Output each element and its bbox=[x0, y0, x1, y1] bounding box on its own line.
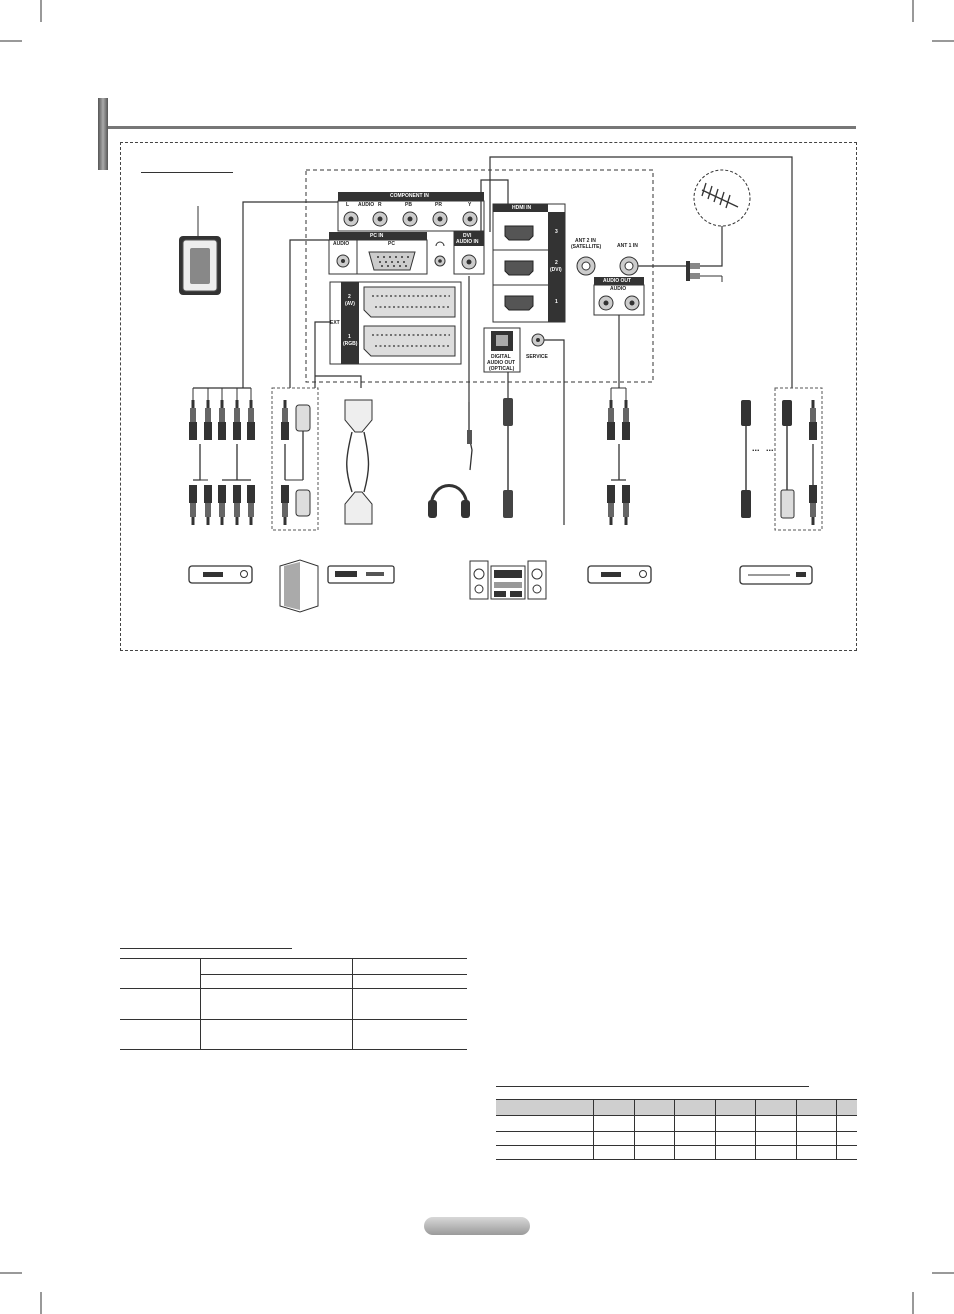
table-right-caption-line bbox=[496, 1086, 809, 1087]
device-pc-tower bbox=[280, 560, 318, 612]
optical-cable bbox=[503, 398, 513, 518]
label-component-l: L bbox=[346, 202, 350, 208]
label-hdmi-2: 2 bbox=[555, 260, 558, 266]
hdmi-cables bbox=[741, 388, 822, 530]
headphones bbox=[428, 402, 472, 518]
component-cables bbox=[189, 388, 255, 525]
label-ext-1: 1 bbox=[348, 334, 351, 340]
table-left-caption-line bbox=[120, 948, 292, 949]
page-number-pill bbox=[424, 1217, 530, 1235]
table-left bbox=[120, 958, 467, 1050]
pc-cables bbox=[272, 388, 318, 530]
label-hdmi-2-dvi: (DVI) bbox=[550, 267, 562, 273]
label-pc-audio: AUDIO bbox=[333, 241, 350, 247]
label-dvi-audio-in: AUDIO IN bbox=[456, 239, 479, 245]
label-dvi: DVI bbox=[463, 233, 472, 239]
label-ellipsis-1: ... bbox=[752, 443, 760, 453]
label-digital: DIGITAL bbox=[491, 354, 511, 360]
label-ext: EXT bbox=[330, 320, 340, 326]
device-vcr-left bbox=[189, 566, 252, 583]
label-component-y: Y bbox=[468, 202, 472, 208]
label-ext-1-rgb: (RGB) bbox=[343, 341, 358, 347]
label-component-pr: PR bbox=[435, 202, 442, 208]
label-ant2-satellite: (SATELLITE) bbox=[571, 244, 602, 250]
label-pc: PC bbox=[388, 241, 395, 247]
label-ext-2-av: (AV) bbox=[345, 301, 355, 307]
device-vcr-right bbox=[588, 566, 651, 583]
label-ant1-in: ANT 1 IN bbox=[617, 243, 638, 249]
scart-cable bbox=[345, 400, 372, 524]
label-digital-audio-out: AUDIO OUT bbox=[487, 360, 516, 366]
label-audio-out: AUDIO OUT bbox=[603, 278, 632, 284]
antenna-inputs bbox=[577, 257, 638, 275]
headphone-jack bbox=[435, 242, 445, 266]
power-socket bbox=[179, 206, 221, 295]
audio-out-cables bbox=[607, 388, 630, 525]
device-hifi-system bbox=[470, 561, 546, 599]
label-hdmi-in: HDMI IN bbox=[512, 205, 532, 211]
label-component-pb: PB bbox=[405, 202, 412, 208]
device-dvd-player bbox=[740, 566, 812, 584]
label-service: SERVICE bbox=[526, 354, 548, 360]
label-ant2-in: ANT 2 IN bbox=[575, 238, 596, 244]
table-right bbox=[496, 1099, 857, 1160]
label-component-audio: AUDIO bbox=[358, 202, 375, 208]
label-digital-optical: (OPTICAL) bbox=[489, 366, 515, 372]
device-decoder bbox=[328, 566, 394, 583]
label-audio-out-audio: AUDIO bbox=[610, 286, 627, 292]
label-component-r: R bbox=[378, 202, 382, 208]
label-hdmi-1: 1 bbox=[555, 299, 558, 305]
label-ellipsis-2: ... bbox=[766, 443, 774, 453]
label-ext-2: 2 bbox=[348, 294, 351, 300]
label-pc-in: PC IN bbox=[370, 233, 384, 239]
satellite-antenna bbox=[686, 170, 750, 282]
label-component-in: COMPONENT IN bbox=[390, 193, 429, 199]
label-hdmi-3: 3 bbox=[555, 229, 558, 235]
